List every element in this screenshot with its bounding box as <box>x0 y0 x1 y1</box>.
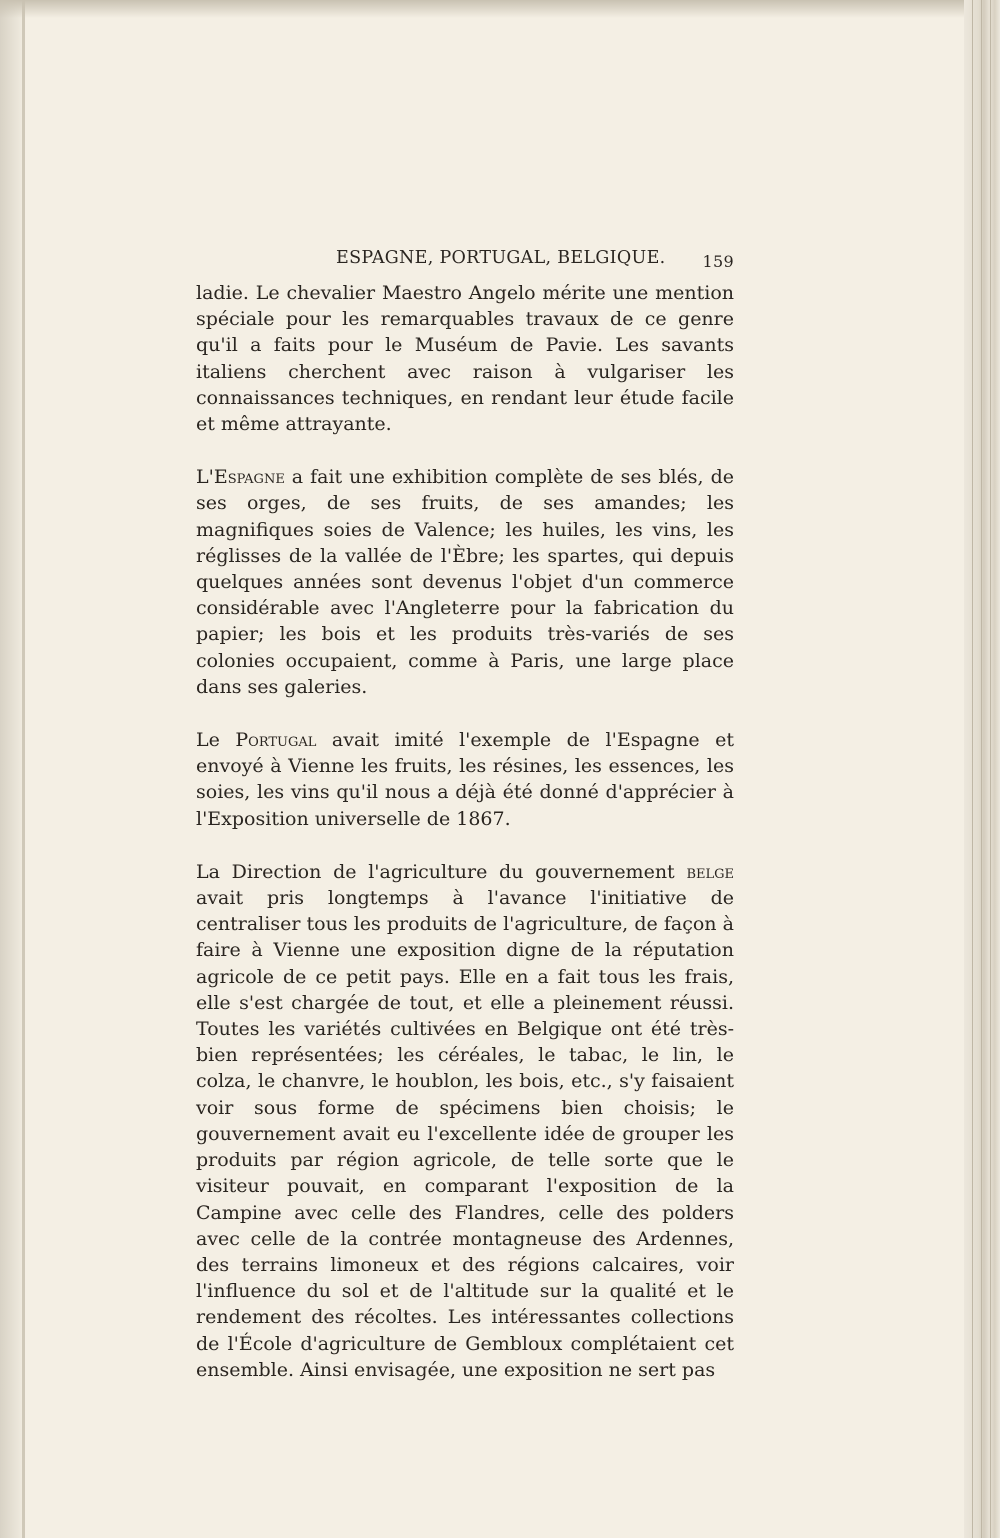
running-head <box>196 244 734 280</box>
gutter-shadow <box>22 0 25 1538</box>
paragraph-italy-continued <box>196 280 734 437</box>
page-stack-line <box>990 0 991 1538</box>
paragraph-gap <box>196 832 734 859</box>
page-top-shadow <box>0 0 1000 18</box>
paragraph-gap <box>196 700 734 727</box>
paragraph-lead: L' <box>196 466 214 489</box>
paragraph-text: ladie. Le chevalier Maestro Angelo mérite une mention spéciale pour les remarquables travaux de ce genre qu'il a faits pour le Muséum de Pavie. Les savants italiens cherchent avec raison à vulgariser les connaissances techniques, en rendant leur étude facile et même attrayante. <box>196 282 734 436</box>
paragraph-portugal <box>196 727 734 832</box>
paragraph-lead: La Direction de l'agriculture du gouvernement <box>196 860 687 883</box>
page-stack-line <box>972 0 973 1538</box>
paragraph-belgium <box>196 859 734 1383</box>
paragraph-text: a fait une exhibition complète de ses blés, de ses orges, de ses fruits, de ses amandes; les magnifiques soies de Valence; les huiles, les vins, les réglisses de la vallée de l'Èbre; les spartes, qui depuis quelques années sont devenus l'objet d'un commerce considérable avec l'Angleterre pour la fabrication du papier; les bois et les produits très-variés de ses colonies occupaient, comme à Paris, une large place dans ses galeries. <box>196 466 734 698</box>
paragraph-text: avait pris longtemps à l'avance l'initiative de centraliser tous les produits de l'agriculture, de façon à faire à Vienne une exposition digne de la réputation agricole de ce petit pays. Elle en a fait tous les frais, elle s'est chargée de tout, et elle a pleinement réussi. Toutes les variétés cultivées en Belgique ont été très-bien représentées; les céréales, le tabac, le lin, le colza, le chanvre, le houblon, les bois, etc., s'y faisaient voir sous forme de spécimens bien choisis; le gouvernement avait eu l'excellente idée de grouper les produits par région agricole, de telle sorte que le visiteur pouvait, en comparant l'exposition de la Campine avec celle des Flandres, celle des polders avec celle de la contrée montagneuse des Ardennes, des terrains limoneux et des régions calcaires, voir l'influence du sol et de l'altitude sur la qualité et le rendement des récoltes. Les intéressantes collections de l'École d'agriculture de Gembloux complétaient cet ensemble. Ainsi envisagée, une exposition ne sert pas <box>196 887 734 1381</box>
country-name: belge <box>686 860 734 883</box>
country-name: Portugal <box>235 729 317 752</box>
page-stack-edge <box>964 0 1000 1538</box>
paragraph-spain <box>196 464 734 700</box>
page-stack-line <box>981 0 982 1538</box>
paragraph-text: avait imité l'exemple de l'Espagne et envoyé à Vienne les fruits, les résines, les essences, les soies, les vins qu'il nous a déjà été donné d'apprécier à l'Exposition universelle de 1867. <box>196 729 734 830</box>
text-block <box>196 244 734 1383</box>
page-number: 159 <box>702 252 734 271</box>
paragraph-gap <box>196 437 734 464</box>
running-title: ESPAGNE, PORTUGAL, BELGIQUE. <box>336 248 666 268</box>
paragraph-lead: Le <box>196 729 236 752</box>
country-name: Espagne <box>213 466 285 489</box>
